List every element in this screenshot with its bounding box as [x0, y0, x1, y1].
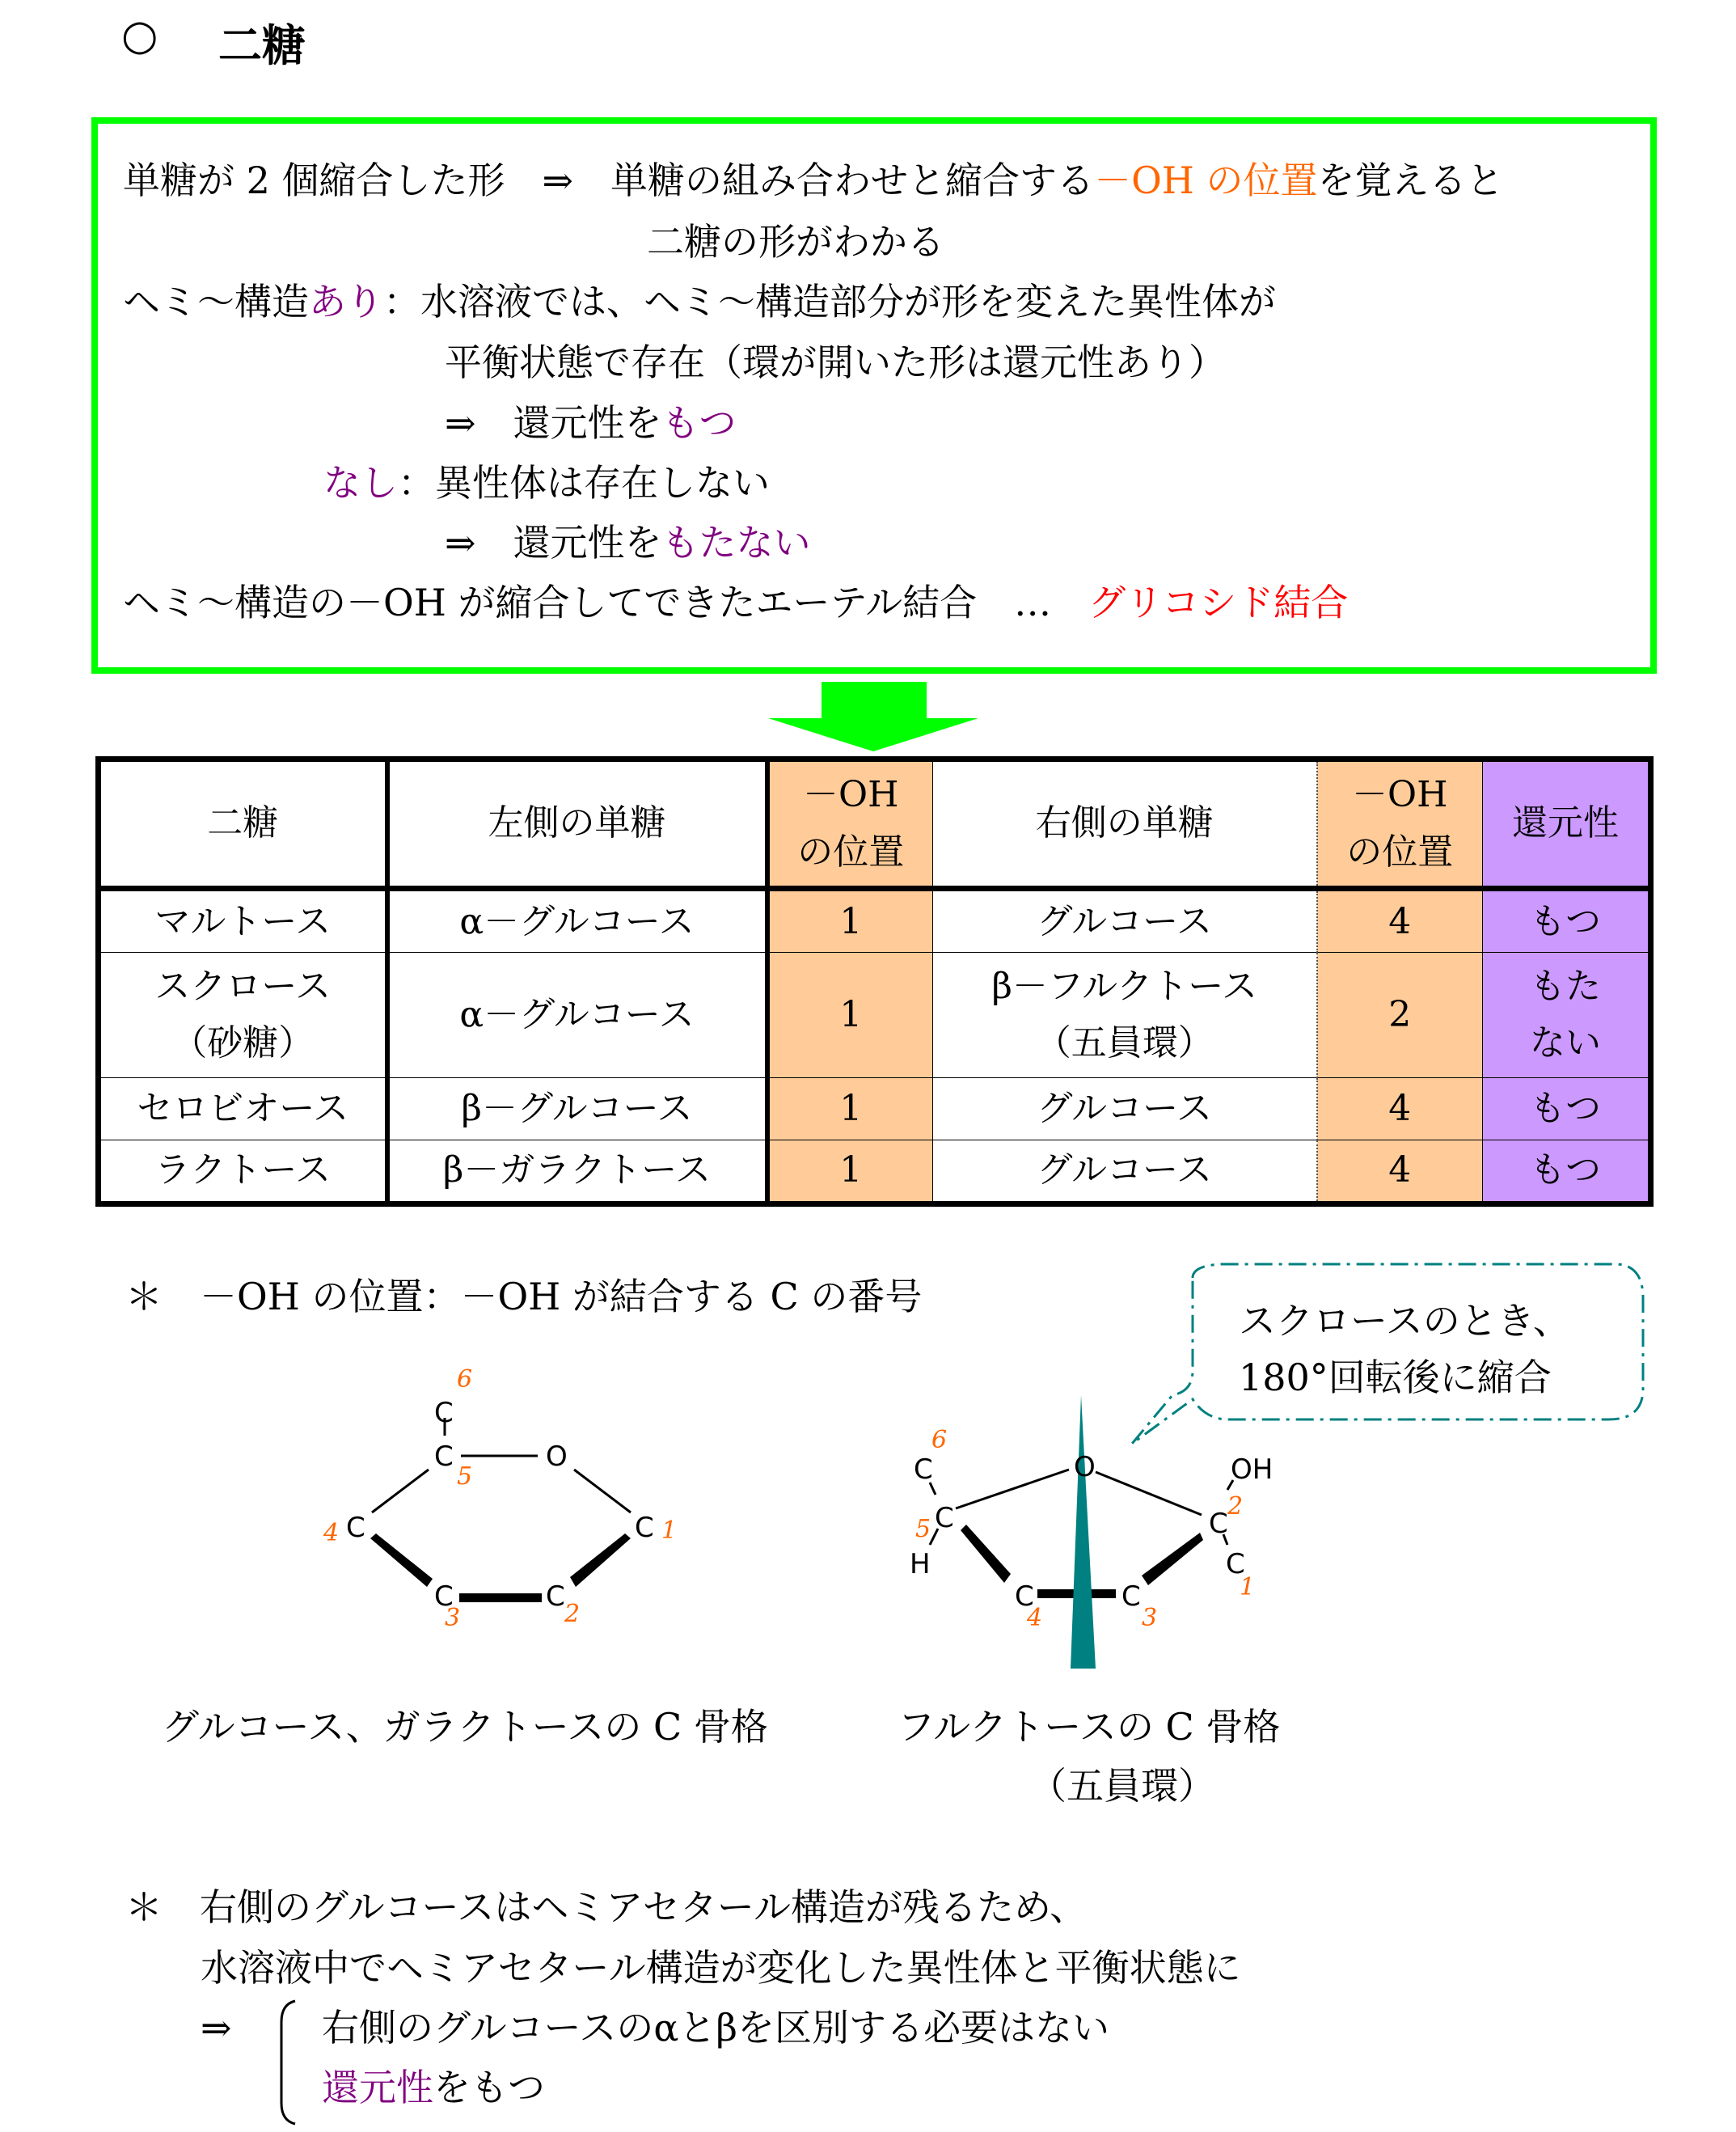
cell-oh-right: 4	[1317, 1077, 1483, 1140]
cell-reducing: もつ	[1483, 889, 1651, 953]
cell-reducing	[1483, 953, 1651, 1077]
cell-oh-left: 1	[767, 889, 933, 953]
header-oh-left-line1: －OH	[803, 774, 899, 816]
has-reducing-label: もつ	[661, 401, 737, 445]
carbon-number-4: 4	[323, 1519, 340, 1547]
oh-position-highlight: －OH の位置	[1094, 159, 1318, 202]
atom-c2: C	[546, 1580, 565, 1613]
atom-c5: C	[434, 1440, 454, 1473]
cell-left-monosaccharide: β－ガラクトース	[387, 1140, 767, 1203]
bond-c5-c4	[372, 1470, 429, 1512]
carbon-number-1: 1	[1240, 1573, 1256, 1601]
wedge-bond-c2-c1	[570, 1533, 631, 1587]
summary-text: ⇒ 還元性を	[445, 401, 662, 445]
summary-line-5	[445, 401, 737, 445]
atom-c3: C	[434, 1580, 454, 1613]
fructose-caption-ring: （五員環）	[1029, 1764, 1215, 1808]
cell-right-monosaccharide: グルコース	[933, 1140, 1317, 1203]
summary-text: を覚えると	[1317, 159, 1504, 202]
carbon-number-3: 3	[1142, 1604, 1158, 1632]
table-header-row	[99, 759, 1651, 889]
cell-oh-left: 1	[767, 953, 933, 1077]
header-oh-right-line1: －OH	[1352, 774, 1448, 816]
table-row	[99, 1077, 1651, 1140]
atom-oh: OH	[1231, 1453, 1273, 1486]
bold-bond-c3-c2	[459, 1593, 542, 1602]
header-oh-left-line2: の位置	[797, 831, 905, 873]
wedge-bond-c3-c2	[1142, 1533, 1203, 1585]
carbon-number-2: 2	[1227, 1492, 1244, 1521]
summary-text: ：異性体は存在しない	[398, 461, 770, 505]
carbon-number-2: 2	[564, 1600, 581, 1628]
summary-text: ヘミ～構造	[123, 280, 309, 324]
teal-rotation-axis	[1071, 1395, 1096, 1669]
atom-c6: C	[434, 1397, 454, 1429]
reducing-highlight: 還元性	[322, 2066, 433, 2109]
summary-text: ヘミ～構造の－OH が縮合してできたエーテル結合 …	[123, 581, 1089, 624]
bond-o-c2	[1096, 1472, 1202, 1515]
hemi-present-label: あり	[309, 280, 383, 324]
note-glucose-line-1: ＊ 右側のグルコースはヘミアセタール構造が残るため、	[125, 1885, 1088, 1929]
cell-disaccharide: ラクトース	[99, 1140, 387, 1203]
hemi-absent-label: なし	[323, 461, 398, 505]
atom-c4: C	[1015, 1580, 1034, 1613]
summary-text: 単糖が 2 個縮合した形 ⇒ 単糖の組み合わせと縮合する	[123, 159, 1095, 202]
cell-oh-right: 4	[1317, 889, 1483, 953]
callout-line-1: スクロースのとき、	[1239, 1299, 1570, 1343]
cell-name-line1: スクロース	[154, 965, 332, 1007]
left-brace-icon	[275, 1998, 299, 2127]
summary-line-3	[123, 280, 1276, 324]
atom-c2: C	[1209, 1508, 1228, 1540]
disaccharide-table	[95, 756, 1654, 1207]
note-oh-position: ＊ －OH の位置：－OH が結合する C の番号	[125, 1275, 923, 1318]
summary-text: ：水溶液では、ヘミ～構造部分が形を変えた異性体が	[383, 280, 1276, 324]
atom-o: O	[546, 1440, 568, 1473]
glucose-caption: グルコース、ガラクトースの C 骨格	[162, 1705, 768, 1749]
summary-line-6	[323, 461, 770, 505]
note-text: をもつ	[433, 2066, 545, 2109]
cell-oh-left: 1	[767, 1077, 933, 1140]
atom-c1: C	[1226, 1548, 1245, 1580]
cell-oh-left: 1	[767, 1140, 933, 1203]
header-right-monosaccharide: 右側の単糖	[933, 759, 1317, 889]
cell-left-monosaccharide: β－グルコース	[387, 1077, 767, 1140]
cell-disaccharide: セロビオース	[99, 1077, 387, 1140]
no-reducing-label: もたない	[661, 521, 811, 565]
summary-text: ⇒ 還元性を	[445, 521, 662, 565]
table-row	[99, 889, 1651, 953]
summary-line-7	[445, 521, 811, 565]
summary-line-2: 二糖の形がわかる	[647, 220, 944, 264]
cell-left-monosaccharide: α－グルコース	[387, 889, 767, 953]
atom-o: O	[1074, 1451, 1096, 1483]
fructose-caption: フルクトースの C 骨格	[898, 1705, 1281, 1749]
atom-c6: C	[914, 1453, 933, 1486]
atom-c4: C	[346, 1512, 365, 1544]
cell-right-line2: （五員環）	[1035, 1022, 1214, 1064]
header-oh-right-line2: の位置	[1346, 831, 1454, 873]
cell-right-monosaccharide: グルコース	[933, 889, 1317, 953]
fructose-skeleton-diagram	[889, 1375, 1375, 1682]
carbon-number-5: 5	[457, 1462, 473, 1491]
note-glucose-line-4	[322, 2066, 545, 2109]
down-arrow-icon	[768, 682, 978, 751]
note-glucose-line-3: 右側のグルコースのαとβを区別する必要はない	[322, 2006, 1109, 2050]
atom-h: H	[910, 1548, 931, 1580]
bond-c5-o	[956, 1470, 1069, 1508]
cell-name-line2: （砂糖）	[171, 1022, 315, 1064]
title-bullet: ○	[121, 11, 158, 60]
carbon-number-4: 4	[1027, 1604, 1043, 1632]
cell-right-line1: β－フルクトース	[991, 965, 1258, 1007]
summary-line-1	[123, 159, 1504, 202]
summary-line-8	[123, 581, 1349, 624]
cell-reducing: もつ	[1483, 1140, 1651, 1203]
glycosidic-bond-label: グリコシド結合	[1088, 581, 1349, 624]
carbon-number-6: 6	[931, 1426, 948, 1454]
cell-reducing-line2: ない	[1530, 1022, 1601, 1064]
header-left-monosaccharide: 左側の単糖	[387, 759, 767, 889]
bond-o-c1	[574, 1470, 631, 1512]
cell-oh-right: 4	[1317, 1140, 1483, 1203]
table-row	[99, 953, 1651, 1077]
cell-right-monosaccharide	[933, 953, 1317, 1077]
note-glucose-line-2: 水溶液中でヘミアセタール構造が変化した異性体と平衡状態に	[201, 1946, 1241, 1990]
atom-c3: C	[1121, 1580, 1141, 1613]
header-disaccharide: 二糖	[99, 759, 387, 889]
header-oh-left	[767, 759, 933, 889]
carbon-number-6: 6	[457, 1365, 473, 1394]
cell-reducing: もつ	[1483, 1077, 1651, 1140]
atom-c1: C	[635, 1512, 654, 1544]
header-oh-right	[1317, 759, 1483, 889]
wedge-bond-c4-c3	[370, 1533, 433, 1587]
carbon-number-1: 1	[661, 1517, 678, 1545]
callout-line-2: 180°回転後に縮合	[1239, 1356, 1552, 1399]
atom-c5: C	[935, 1502, 954, 1534]
carbon-number-5: 5	[915, 1515, 931, 1543]
cell-reducing-line1: もた	[1530, 965, 1601, 1007]
table-row	[99, 1140, 1651, 1203]
cell-disaccharide: マルトース	[99, 889, 387, 953]
header-reducing: 還元性	[1483, 759, 1651, 889]
carbon-number-3: 3	[445, 1604, 461, 1632]
cell-right-monosaccharide: グルコース	[933, 1077, 1317, 1140]
wedge-bond-c5-c4	[961, 1525, 1011, 1583]
glucose-skeleton-diagram	[291, 1359, 712, 1634]
implies-symbol: ⇒	[201, 2006, 232, 2050]
summary-line-4: 平衡状態で存在（環が開いた形は還元性あり）	[445, 341, 1226, 384]
cell-left-monosaccharide: α－グルコース	[387, 953, 767, 1077]
cell-disaccharide	[99, 953, 387, 1077]
cell-oh-right: 2	[1317, 953, 1483, 1077]
page-title: 二糖	[218, 20, 306, 71]
